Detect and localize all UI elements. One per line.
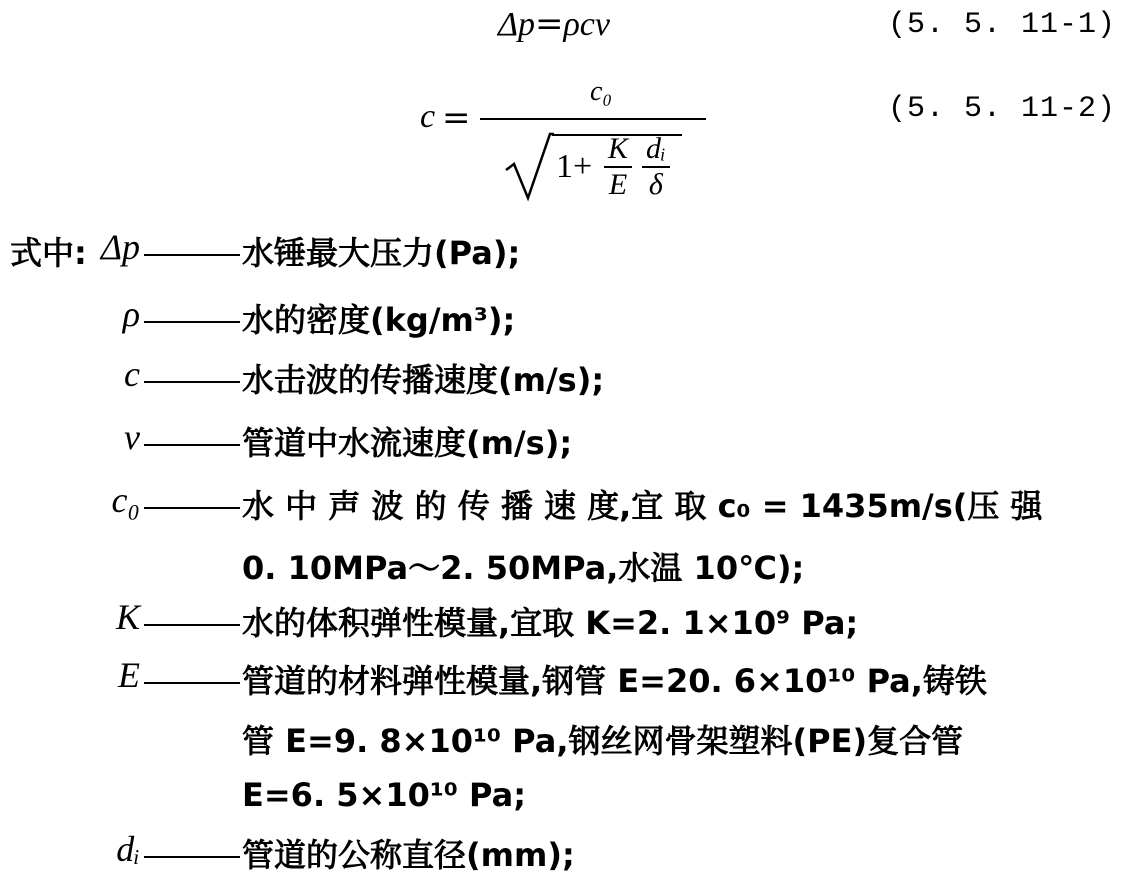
eq2-frac-k-e — [604, 132, 632, 202]
eq1-lhs: Δp — [498, 6, 535, 43]
eq2-radicand-const: 1+ — [556, 148, 593, 185]
def-text-c: 水击波的传播速度(m/s); — [242, 361, 605, 399]
eq2-frac2-den: δ — [648, 168, 663, 201]
em-dash — [144, 254, 240, 256]
def-symbol-c0: c₀ — [111, 480, 140, 520]
radical-sign — [504, 132, 554, 202]
def-symbol-k: K — [115, 597, 140, 637]
def-symbol-di: dᵢ — [116, 829, 140, 869]
equation-1 — [498, 4, 610, 44]
def-text-rho: 水的密度(kg/m³); — [242, 301, 516, 339]
def-row-e — [142, 656, 987, 702]
def-text-di: 管道的公称直径(mm); — [242, 836, 575, 874]
eq2-equals: = — [442, 98, 471, 138]
intro-label: 式中: — [10, 234, 87, 272]
def-symbol-dp: Δp — [100, 227, 140, 267]
def-row-v — [142, 418, 572, 464]
def-symbol-c: c — [124, 354, 140, 394]
def-symbol-rho: ρ — [122, 294, 140, 334]
eq2-frac1-den: E — [608, 168, 628, 201]
eq1-rhs: ρcv — [563, 6, 610, 43]
def-text-dp: 水锤最大压力(Pa); — [242, 234, 521, 272]
def-row-c — [142, 355, 604, 401]
eq2-frac2-num: dᵢ — [642, 132, 670, 168]
def-text-e: 管道的材料弹性模量,钢管 E=20. 6×10¹⁰ Pa,铸铁 — [242, 662, 987, 700]
em-dash — [144, 444, 240, 446]
def-row-di — [142, 830, 575, 876]
eq1-equals: = — [534, 4, 564, 44]
def-text-k: 水的体积弹性模量,宜取 K=2. 1×10⁹ Pa; — [242, 604, 859, 642]
def-symbol-v: v — [124, 417, 140, 457]
def-row-dp — [142, 228, 520, 274]
em-dash — [144, 381, 240, 383]
def-text-v: 管道中水流速度(m/s); — [242, 424, 573, 462]
em-dash — [144, 507, 240, 509]
eq2-fraction-bar — [480, 118, 706, 120]
def-symbol-e: E — [118, 655, 140, 695]
em-dash — [144, 856, 240, 858]
eq1-number: (5. 5. 11-1) — [887, 8, 1116, 42]
eq2-numerator: c₀ — [590, 76, 613, 107]
eq2-lhs: c — [420, 98, 436, 135]
def-text-e-cont-1: 管 E=9. 8×10¹⁰ Pa,钢丝网骨架塑料(PE)复合管 — [242, 722, 964, 760]
def-text-c0: 水 中 声 波 的 传 播 速 度,宜 取 c₀ = 1435m/s(压 强 — [242, 487, 1043, 525]
em-dash — [144, 624, 240, 626]
eq2-frac1-num: K — [604, 132, 632, 168]
def-text-e-cont-2: E=6. 5×10¹⁰ Pa; — [242, 776, 526, 814]
def-row-c0 — [142, 481, 1043, 527]
em-dash — [144, 321, 240, 323]
def-row-k — [142, 598, 858, 644]
def-text-c0-cont: 0. 10MPa～2. 50MPa,水温 10℃); — [242, 549, 805, 587]
def-row-rho — [142, 295, 515, 341]
em-dash — [144, 682, 240, 684]
eq2-frac-d-delta — [642, 132, 670, 202]
eq2-number: (5. 5. 11-2) — [887, 92, 1116, 126]
